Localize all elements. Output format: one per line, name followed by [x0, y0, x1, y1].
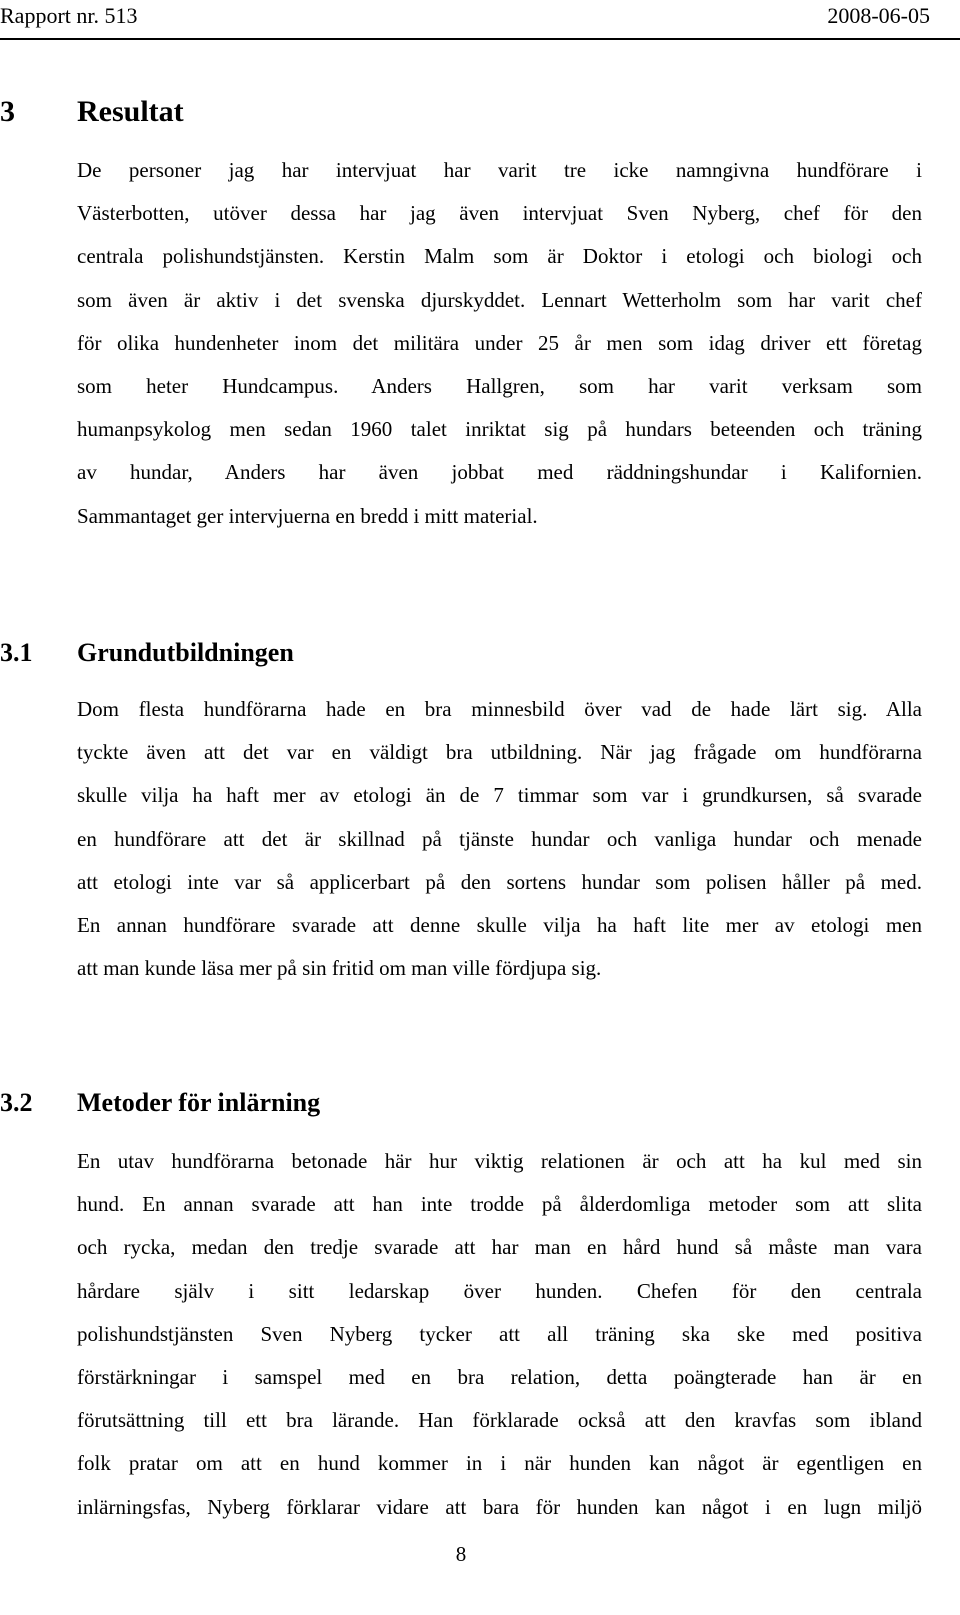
subsection-title: Metoder för inlärning — [77, 1088, 321, 1117]
paragraph-line: De personer jag har intervjuat har varit tre icke namngivna hundförare i — [77, 158, 922, 182]
paragraph-line: en hundförare att det är skillnad på tjänste hundar och vanliga hundar och menade — [77, 826, 922, 851]
paragraph-line: tyckte även att det var en väldigt bra utbildning. När jag frågade om hundförarna — [77, 740, 922, 765]
paragraph-line: En annan hundförare svarade att denne skulle vilja ha haft lite mer av etologi men — [77, 912, 922, 937]
paragraph-line: förstärkningar i samspel med en bra relation, detta poängterade han är en — [77, 1364, 922, 1389]
paragraph-line: som även är aktiv i det svenska djurskyddet. Lennart Wetterholm som har varit chef — [77, 287, 922, 312]
paragraph-line: folk pratar om att en hund kommer in i när hunden kan något är egentligen en — [77, 1451, 922, 1476]
report-date: 2008-06-05 — [827, 3, 930, 28]
paragraph-line: att man kunde läsa mer på sin fritid om man ville fördjupa sig. — [77, 956, 602, 981]
paragraph-line: skulle vilja ha haft mer av etologi än de 7 timmar som var i grundkursen, så svarade — [77, 783, 922, 808]
paragraph-line: polishundstjänsten Sven Nyberg tycker att all träning ska ske med positiva — [77, 1321, 922, 1346]
subsection-heading-grundutbildningen — [0, 638, 600, 674]
subsection-paragraph-metoder — [77, 1140, 922, 1529]
subsection-number: 3.2 — [0, 1088, 33, 1117]
section-title: Resultat — [77, 95, 184, 128]
paragraph-line: att etologi inte var så applicerbart på den sortens hundar som polisen håller på med. — [77, 869, 922, 894]
section-number: 3 — [0, 95, 15, 128]
paragraph-line: Västerbotten, utöver dessa har jag även intervjuat Sven Nyberg, chef för den — [77, 201, 922, 226]
paragraph-line: hårdare själv i sitt ledarskap över hunden. Chefen för den centrala — [77, 1278, 922, 1303]
subsection-number: 3.1 — [0, 638, 33, 667]
page-header — [0, 0, 960, 40]
paragraph-line: som heter Hundcampus. Anders Hallgren, som har varit verksam som — [77, 373, 922, 398]
paragraph-line: humanpsykolog men sedan 1960 talet inriktat sig på hundars beteenden och träning — [77, 417, 922, 442]
paragraph-line: centrala polishundstjänsten. Kerstin Malm som är Doktor i etologi och biologi och — [77, 244, 922, 269]
report-number: Rapport nr. 513 — [0, 3, 138, 28]
subsection-title: Grundutbildningen — [77, 638, 294, 667]
paragraph-line: och rycka, medan den tredje svarade att har man en hård hund så måste man vara — [77, 1235, 922, 1260]
paragraph-line: för olika hundenheter inom det militära under 25 år men som idag driver ett företag — [77, 330, 922, 355]
subsection-heading-metoder — [0, 1088, 600, 1124]
paragraph-line: Dom flesta hundförarna hade en bra minnesbild över vad de hade lärt sig. Alla — [77, 697, 922, 721]
page-number: 8 — [455, 1542, 467, 1566]
paragraph-line: En utav hundförarna betonade här hur viktig relationen är och att ha kul med sin — [77, 1149, 922, 1173]
paragraph-line: av hundar, Anders har även jobbat med räddningshundar i Kalifornien. — [77, 460, 922, 485]
paragraph-line: förutsättning till ett bra lärande. Han förklarade också att den kravfas som ibland — [77, 1408, 922, 1433]
section-heading — [0, 95, 600, 135]
paragraph-line: hund. En annan svarade att han inte trodde på ålderdomliga metoder som att slita — [77, 1192, 922, 1217]
paragraph-line: inlärningsfas, Nyberg förklarar vidare att bara för hunden kan något i en lugn miljö — [77, 1494, 922, 1519]
section-paragraph — [77, 149, 922, 538]
paragraph-line: Sammantaget ger intervjuerna en bredd i mitt material. — [77, 503, 538, 528]
subsection-paragraph-grundutbildningen — [77, 688, 922, 990]
